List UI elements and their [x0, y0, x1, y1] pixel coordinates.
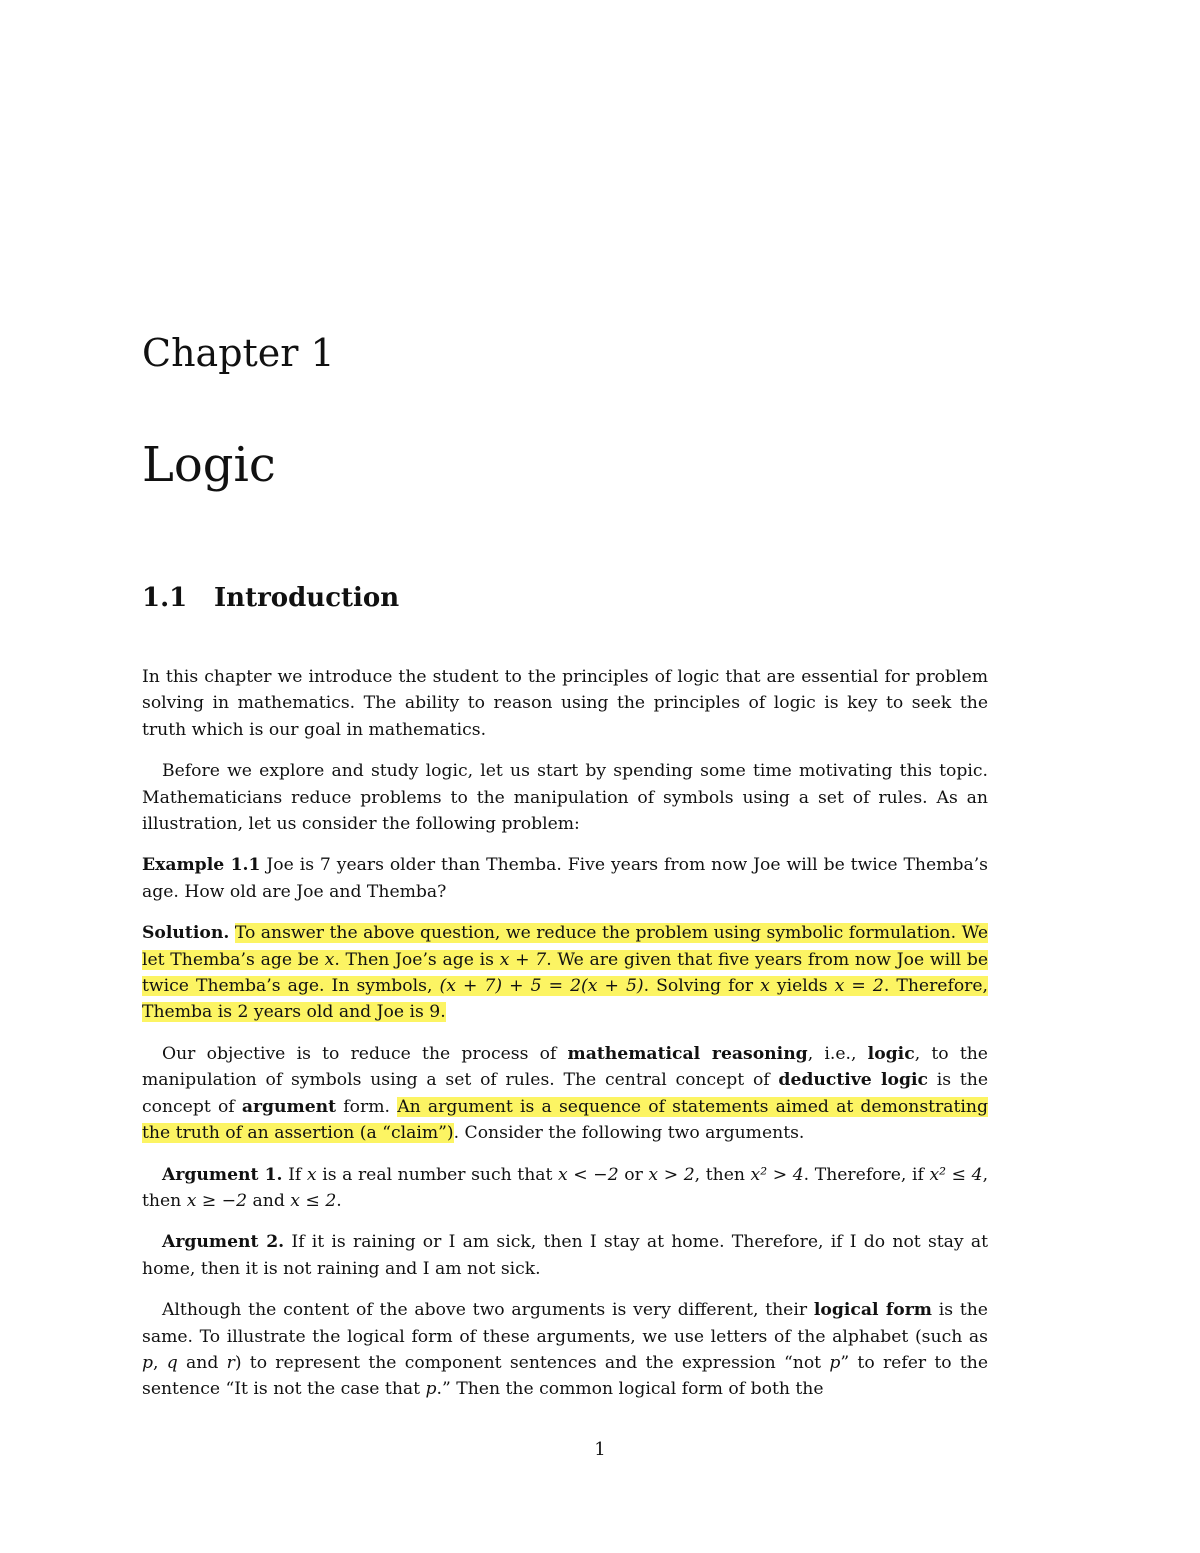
math-var: r — [226, 1352, 235, 1373]
page-number: 1 — [594, 1439, 606, 1460]
paragraph-motivation: Before we explore and study logic, let us start by spending some time motivating this topic. Mathematicians reduce problems to the manipulation of symbols using a set of rules. As an illustration, let us consider the following problem: — [142, 761, 988, 835]
solution-label: Solution. — [142, 923, 230, 944]
example-text: Joe is 7 years older than Themba. Five years from now Joe will be twice Themba’s age. How old are Joe and Themba? — [142, 855, 989, 902]
math-expression: x > 2 — [648, 1164, 695, 1185]
chapter-label: Chapter 1 — [142, 331, 335, 375]
argument-2-label: Argument 2. — [162, 1232, 285, 1253]
math-expression: (x + 7) + 5 = 2(x + 5) — [439, 976, 644, 997]
math-expression: x ≥ −2 — [186, 1190, 248, 1211]
math-expression: x² ≤ 4 — [929, 1164, 983, 1185]
math-var: x — [306, 1164, 317, 1185]
paragraph-text: , to the manipulation of symbols using a set of rules. The central concept of — [142, 1043, 988, 1091]
term-bold: argument — [241, 1096, 337, 1117]
solution-text: . We are given that five years from now Joe will be twice Themba’s age. In symbols, — [142, 949, 988, 997]
example-label: Example 1.1 — [142, 855, 261, 876]
argument-2 — [142, 1229, 988, 1282]
math-expression: x² > 4 — [750, 1164, 804, 1185]
term-bold: logical form — [813, 1300, 932, 1321]
math-var: x — [760, 976, 770, 997]
paragraph-text: , — [153, 1352, 167, 1373]
section-number: 1.1 — [142, 583, 188, 613]
paragraph-text: ) to represent the component sentences and the expression “not — [234, 1352, 830, 1373]
math-expression: x = 2 — [834, 976, 884, 997]
paragraph-objective — [142, 1041, 988, 1147]
section-title: Introduction — [214, 583, 400, 613]
argument-1 — [142, 1162, 988, 1215]
body-text — [142, 664, 988, 1418]
solution-text: . Solving for — [643, 976, 761, 997]
paragraph-text: . Consider the following two arguments. — [453, 1123, 805, 1144]
paragraph-text: Our objective is to reduce the process of — [162, 1043, 568, 1064]
paragraph-text: . — [336, 1190, 342, 1211]
section-heading — [142, 582, 399, 614]
math-var: p — [425, 1379, 437, 1400]
paragraph-text: and — [177, 1352, 227, 1373]
argument-definition-highlight: An argument is a sequence of statements aimed at demonstrating the truth of an assertion (a “claim”) — [142, 1096, 988, 1144]
paragraph-text: , i.e., — [807, 1043, 868, 1064]
paragraph-text: and — [247, 1190, 291, 1211]
solution-text: yields — [769, 976, 835, 997]
term-bold: mathematical reasoning — [567, 1043, 808, 1064]
term-bold: deductive logic — [778, 1070, 929, 1091]
example-paragraph — [142, 852, 988, 905]
solution-paragraph — [142, 920, 988, 1026]
paragraph-text: If it is raining or I am sick, then I stay at home. Therefore, if I do not stay at home, then it is not raining and I am not sick. — [142, 1232, 989, 1279]
paragraph-text: . Therefore, if — [803, 1164, 930, 1185]
math-var: p — [142, 1352, 154, 1373]
paragraph-text: .” Then the common logical form of both the — [436, 1379, 824, 1400]
math-var: p — [829, 1352, 841, 1373]
math-var: x — [324, 949, 335, 970]
solution-highlight — [142, 923, 988, 1022]
math-expression: x + 7 — [499, 949, 547, 970]
paragraph-text: If — [282, 1164, 307, 1185]
solution-text: . Therefore, Themba is 2 years old and Joe is 9. — [142, 976, 989, 1023]
solution-text: To answer the above question, we reduce the problem using symbolic formulation. We let Themba’s age be — [142, 923, 988, 970]
argument-1-label: Argument 1. — [162, 1164, 283, 1185]
solution-text: . Then Joe’s age is — [334, 949, 500, 970]
paragraph-text: is the concept of — [142, 1070, 988, 1117]
math-var: q — [166, 1352, 178, 1373]
paragraph-text: , then — [142, 1164, 989, 1211]
paragraph-text: Although the content of the above two arguments is very different, their — [162, 1300, 814, 1321]
paragraph-text: or — [618, 1164, 649, 1185]
paragraph-text: , then — [694, 1164, 751, 1185]
paragraph-text: is the same. To illustrate the logical form of these arguments, we use letters of the alphabet (such as — [142, 1300, 988, 1347]
paragraph-text: form. — [336, 1096, 398, 1117]
paragraph-logical-form — [142, 1297, 988, 1403]
math-expression: x ≤ 2 — [290, 1190, 337, 1211]
math-expression: x < −2 — [558, 1164, 619, 1185]
chapter-title: Logic — [142, 437, 276, 493]
paragraph-text: ” to refer to the sentence “It is not the case that — [142, 1352, 989, 1400]
paragraph-text: is a real number such that — [316, 1164, 559, 1185]
term-bold: logic — [867, 1043, 915, 1064]
paragraph-intro: In this chapter we introduce the student to the principles of logic that are essential for problem solving in mathematics. The ability to reason using the principles of logic is key to seek the truth which is our goal in mathematics. — [142, 667, 988, 740]
